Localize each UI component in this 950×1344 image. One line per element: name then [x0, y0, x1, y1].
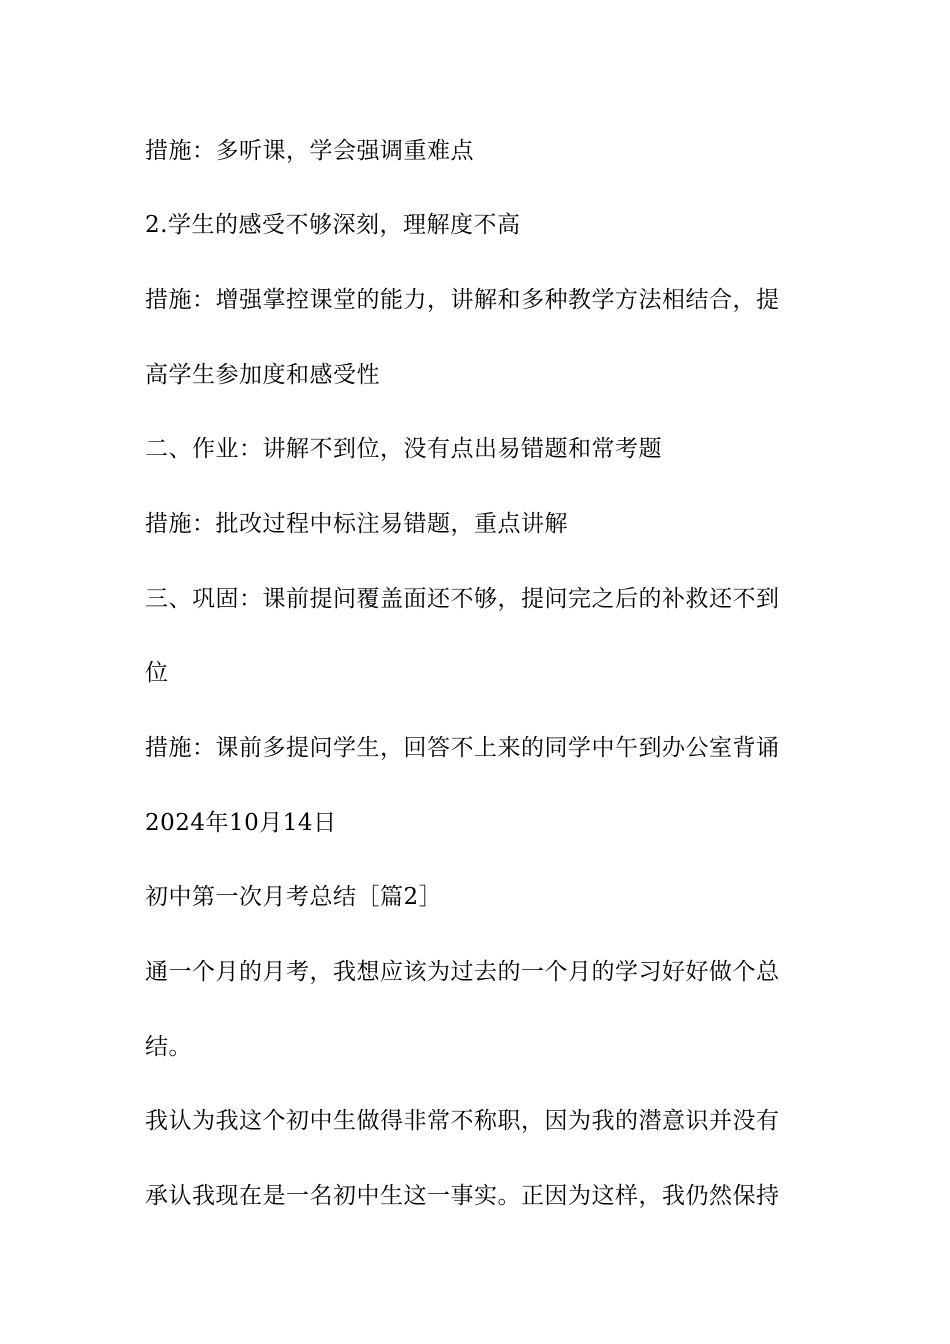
homework-heading: 二、作业：讲解不到位，没有点出易错题和常考题 — [145, 436, 662, 462]
paragraph-2-line-a: 我认为我这个初中生做得非常不称职，因为我的潜意识并没有 — [145, 1108, 780, 1134]
measure-line-1: 措施：多听课，学会强调重难点 — [145, 138, 474, 164]
date-line: 2024年10月14日 — [145, 810, 337, 836]
measure-line-consolidation: 措施：课前多提问学生，回答不上来的同学中午到办公室背诵 — [145, 735, 780, 761]
paragraph-1-line-b: 结。 — [145, 1034, 192, 1060]
paragraph-2-line-b: 承认我现在是一名初中生这一事实。正因为这样，我仍然保持 — [145, 1183, 780, 1209]
measure-line-homework: 措施：批改过程中标注易错题，重点讲解 — [145, 511, 568, 537]
issue-line-2: 2.学生的感受不够深刻，理解度不高 — [145, 212, 521, 238]
section-title: 初中第一次月考总结［篇2］ — [145, 884, 443, 910]
measure-line-2b: 高学生参加度和感受性 — [145, 362, 380, 388]
consolidation-heading-a: 三、巩固：课前提问覆盖面还不够，提问完之后的补救还不到 — [145, 586, 780, 612]
consolidation-heading-b: 位 — [145, 660, 169, 686]
paragraph-1-line-a: 通一个月的月考，我想应该为过去的一个月的学习好好做个总 — [145, 959, 780, 985]
measure-line-2a: 措施：增强掌控课堂的能力，讲解和多种教学方法相结合，提 — [145, 287, 780, 313]
